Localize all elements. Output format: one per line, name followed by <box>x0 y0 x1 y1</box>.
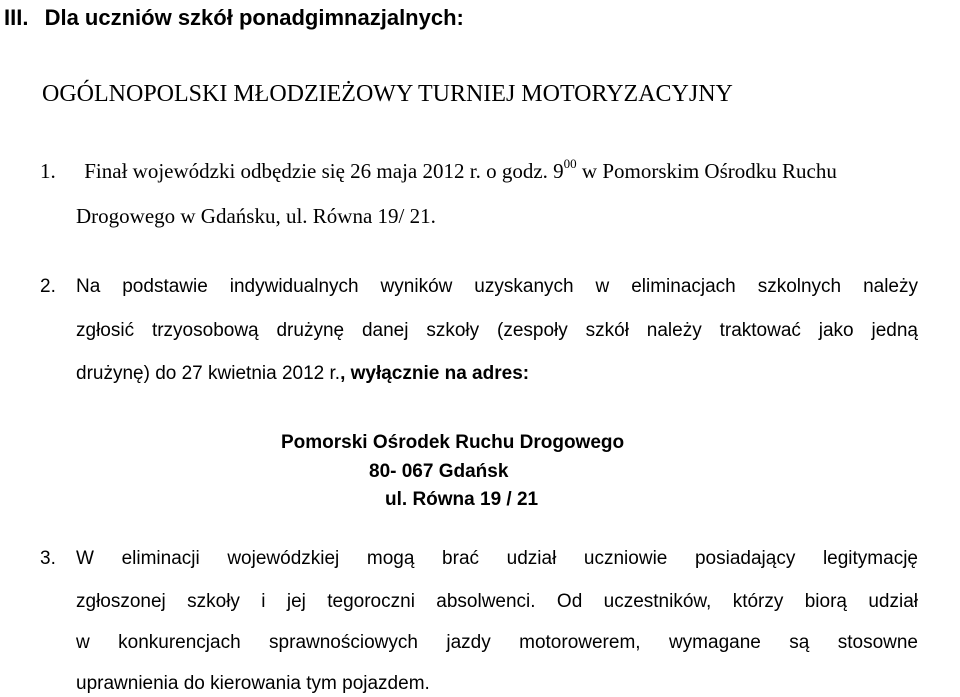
item-3-line-1 <box>40 546 918 572</box>
item-1-number: 1. <box>40 159 56 183</box>
item-2-deadline: drużynę) do 27 kwietnia 2012 r. <box>76 363 341 384</box>
item-3-line-3: w konkurencjach sprawnościowych jazdy motorowerem, wymagane są stosowne <box>76 632 918 653</box>
item-3-line-2: zgłoszonej szkoły i jej tegoroczni absolwenci. Od uczestników, którzy biorą udział <box>76 591 918 612</box>
item-1-superscript: 00 <box>563 156 577 171</box>
tournament-title: OGÓLNOPOLSKI MŁODZIEŻOWY TURNIEJ MOTORYZACYJNY <box>42 81 733 107</box>
item-1-text-b: w Pomorskim Ośrodku Ruchu <box>576 159 837 183</box>
section-number: III. <box>4 5 29 30</box>
item-2-text-line-1: Na podstawie indywidualnych wyników uzyskanych w eliminacjach szkolnych należy <box>76 276 918 297</box>
item-2-line-1 <box>40 274 918 300</box>
section-heading-text: Dla uczniów szkół ponadgimnazjalnych: <box>44 5 464 30</box>
item-1-line-1 <box>40 158 837 184</box>
address-line-2: 80- 067 Gdańsk <box>369 461 509 482</box>
item-2-line-3 <box>76 361 529 387</box>
address-line-1: Pomorski Ośrodek Ruchu Drogowego <box>281 432 625 453</box>
item-2-line-2: zgłosić trzyosobową drużynę danej szkoły (zespoły szkół należy traktować jako jedną <box>76 320 918 341</box>
item-3-text-line-1: W eliminacji wojewódzkiej mogą brać udział uczniowie posiadający legitymację <box>76 548 918 569</box>
item-1-text-a: Finał wojewódzki odbędzie się 26 maja 2012 r. o godz. 9 <box>84 159 564 183</box>
section-heading <box>4 5 464 31</box>
address-line-3: ul. Równa 19 / 21 <box>385 489 539 510</box>
item-2-exclusive-address: , wyłącznie na adres: <box>340 363 530 384</box>
item-1-line-2: Drogowego w Gdańsku, ul. Równa 19/ 21. <box>76 204 436 228</box>
item-2-number: 2. <box>40 276 56 297</box>
item-3-line-4: uprawnienia do kierowania tym pojazdem. <box>76 673 430 694</box>
item-3-number: 3. <box>40 548 56 569</box>
